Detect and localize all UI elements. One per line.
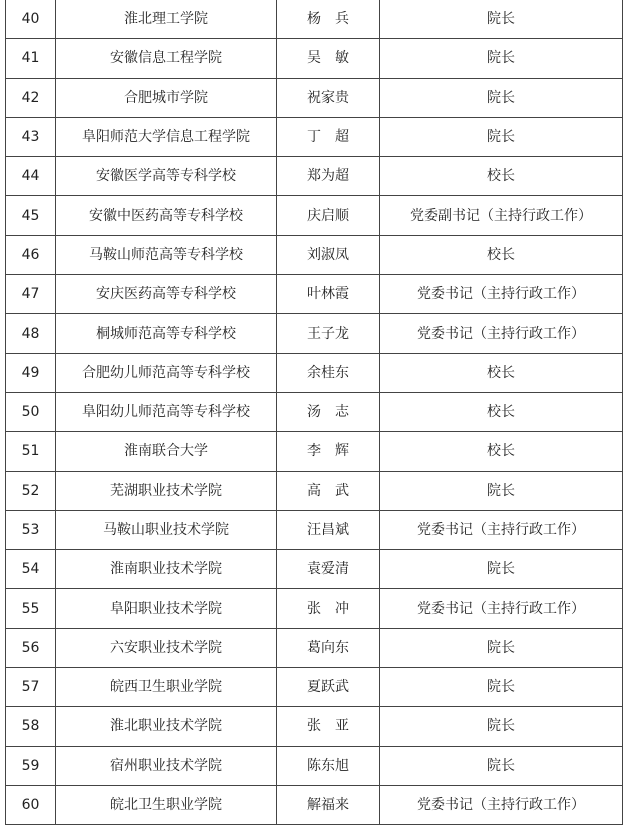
row-number-cell: 46 <box>6 235 56 274</box>
person-name-cell: 余桂东 <box>277 353 380 392</box>
table-row <box>6 707 623 746</box>
table-row <box>6 196 623 235</box>
institution-name-cell: 皖北卫生职业学院 <box>56 785 277 824</box>
row-number-cell: 55 <box>6 589 56 628</box>
person-name-cell: 吴 敏 <box>277 39 380 78</box>
row-number-cell: 52 <box>6 471 56 510</box>
position-title-cell: 院长 <box>380 628 623 667</box>
personnel-table-body <box>6 0 623 825</box>
position-title-cell: 院长 <box>380 707 623 746</box>
table-row <box>6 589 623 628</box>
row-number-cell: 58 <box>6 707 56 746</box>
institution-name-cell: 宿州职业技术学院 <box>56 746 277 785</box>
position-title-cell: 党委书记（主持行政工作） <box>380 785 623 824</box>
institution-name-cell: 淮南联合大学 <box>56 432 277 471</box>
position-title-cell: 院长 <box>380 746 623 785</box>
person-name-cell: 李 辉 <box>277 432 380 471</box>
position-title-cell: 院长 <box>380 39 623 78</box>
row-number-cell: 49 <box>6 353 56 392</box>
person-name-cell: 袁爱清 <box>277 550 380 589</box>
institution-name-cell: 皖西卫生职业学院 <box>56 668 277 707</box>
position-title-cell: 党委书记（主持行政工作） <box>380 275 623 314</box>
institution-name-cell: 芜湖职业技术学院 <box>56 471 277 510</box>
person-name-cell: 陈东旭 <box>277 746 380 785</box>
table-row <box>6 628 623 667</box>
row-number-cell: 48 <box>6 314 56 353</box>
row-number-cell: 50 <box>6 392 56 431</box>
person-name-cell: 王子龙 <box>277 314 380 353</box>
person-name-cell: 葛向东 <box>277 628 380 667</box>
row-number-cell: 53 <box>6 510 56 549</box>
person-name-cell: 张 冲 <box>277 589 380 628</box>
person-name-cell: 解福来 <box>277 785 380 824</box>
institution-name-cell: 合肥幼儿师范高等专科学校 <box>56 353 277 392</box>
institution-name-cell: 安徽医学高等专科学校 <box>56 157 277 196</box>
person-name-cell: 丁 超 <box>277 117 380 156</box>
institution-name-cell: 马鞍山师范高等专科学校 <box>56 235 277 274</box>
table-row <box>6 314 623 353</box>
row-number-cell: 51 <box>6 432 56 471</box>
person-name-cell: 庆启顺 <box>277 196 380 235</box>
position-title-cell: 院长 <box>380 471 623 510</box>
row-number-cell: 56 <box>6 628 56 667</box>
position-title-cell: 院长 <box>380 0 623 39</box>
table-row <box>6 78 623 117</box>
institution-name-cell: 阜阳幼儿师范高等专科学校 <box>56 392 277 431</box>
person-name-cell: 汪昌斌 <box>277 510 380 549</box>
position-title-cell: 院长 <box>380 550 623 589</box>
table-row <box>6 550 623 589</box>
table-row <box>6 275 623 314</box>
row-number-cell: 43 <box>6 117 56 156</box>
person-name-cell: 汤 志 <box>277 392 380 431</box>
position-title-cell: 校长 <box>380 353 623 392</box>
position-title-cell: 党委书记（主持行政工作） <box>380 589 623 628</box>
row-number-cell: 59 <box>6 746 56 785</box>
person-name-cell: 夏跃武 <box>277 668 380 707</box>
row-number-cell: 41 <box>6 39 56 78</box>
table-row <box>6 432 623 471</box>
person-name-cell: 郑为超 <box>277 157 380 196</box>
position-title-cell: 校长 <box>380 392 623 431</box>
position-title-cell: 院长 <box>380 78 623 117</box>
institution-name-cell: 安徽中医药高等专科学校 <box>56 196 277 235</box>
row-number-cell: 42 <box>6 78 56 117</box>
position-title-cell: 院长 <box>380 117 623 156</box>
institution-name-cell: 马鞍山职业技术学院 <box>56 510 277 549</box>
row-number-cell: 44 <box>6 157 56 196</box>
row-number-cell: 54 <box>6 550 56 589</box>
table-row <box>6 510 623 549</box>
row-number-cell: 47 <box>6 275 56 314</box>
institution-name-cell: 安庆医药高等专科学校 <box>56 275 277 314</box>
row-number-cell: 45 <box>6 196 56 235</box>
institution-name-cell: 淮南职业技术学院 <box>56 550 277 589</box>
table-row <box>6 0 623 39</box>
row-number-cell: 40 <box>6 0 56 39</box>
person-name-cell: 张 亚 <box>277 707 380 746</box>
position-title-cell: 校长 <box>380 157 623 196</box>
table-row <box>6 392 623 431</box>
person-name-cell: 叶林霞 <box>277 275 380 314</box>
institution-name-cell: 桐城师范高等专科学校 <box>56 314 277 353</box>
table-row <box>6 668 623 707</box>
table-row <box>6 353 623 392</box>
institution-name-cell: 淮北理工学院 <box>56 0 277 39</box>
person-name-cell: 祝家贵 <box>277 78 380 117</box>
person-name-cell: 杨 兵 <box>277 0 380 39</box>
position-title-cell: 党委书记（主持行政工作） <box>380 314 623 353</box>
institution-name-cell: 阜阳职业技术学院 <box>56 589 277 628</box>
position-title-cell: 校长 <box>380 432 623 471</box>
personnel-table <box>5 0 623 825</box>
row-number-cell: 57 <box>6 668 56 707</box>
position-title-cell: 党委副书记（主持行政工作） <box>380 196 623 235</box>
position-title-cell: 党委书记（主持行政工作） <box>380 510 623 549</box>
institution-name-cell: 淮北职业技术学院 <box>56 707 277 746</box>
table-row <box>6 235 623 274</box>
table-row <box>6 117 623 156</box>
person-name-cell: 高 武 <box>277 471 380 510</box>
institution-name-cell: 安徽信息工程学院 <box>56 39 277 78</box>
person-name-cell: 刘淑凤 <box>277 235 380 274</box>
table-row <box>6 39 623 78</box>
institution-name-cell: 六安职业技术学院 <box>56 628 277 667</box>
institution-name-cell: 阜阳师范大学信息工程学院 <box>56 117 277 156</box>
institution-name-cell: 合肥城市学院 <box>56 78 277 117</box>
position-title-cell: 院长 <box>380 668 623 707</box>
table-row <box>6 157 623 196</box>
row-number-cell: 60 <box>6 785 56 824</box>
table-row <box>6 471 623 510</box>
position-title-cell: 校长 <box>380 235 623 274</box>
table-row <box>6 746 623 785</box>
table-row <box>6 785 623 824</box>
